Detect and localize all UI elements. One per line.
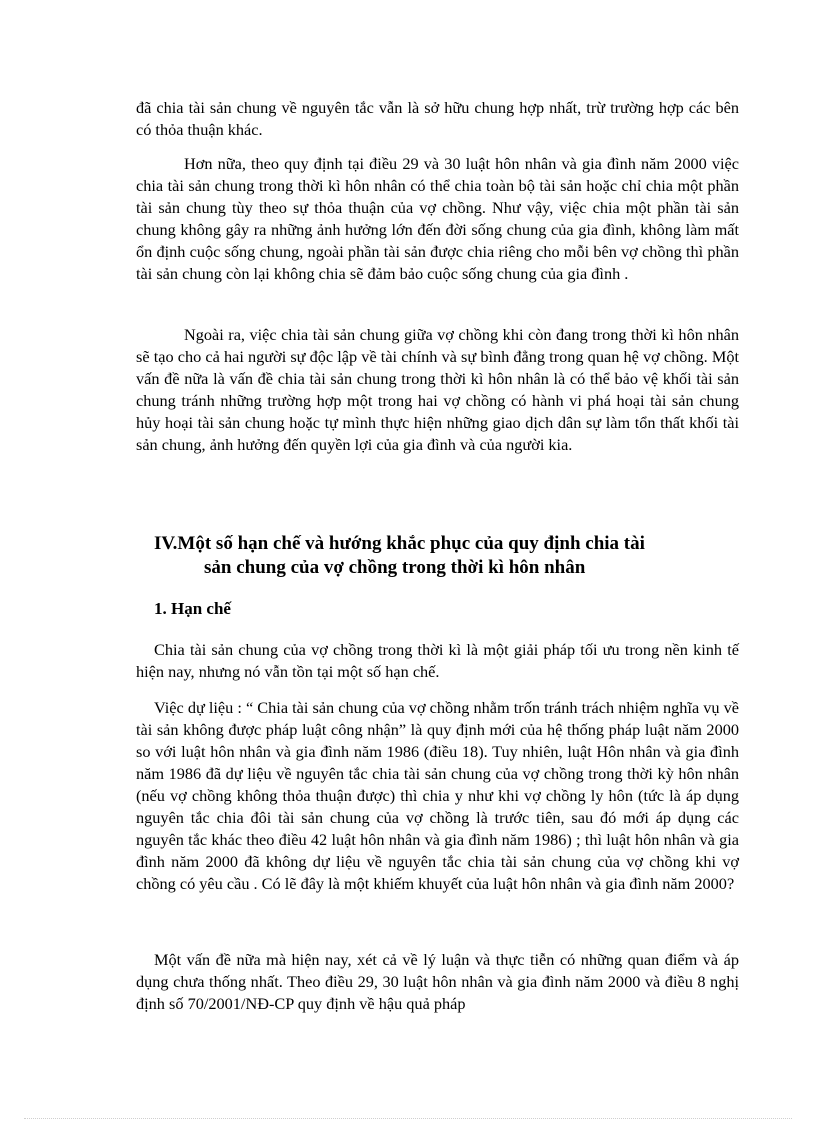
section-heading-line-2: sản chung của vợ chồng trong thời kì hôn nhân — [204, 557, 586, 578]
paragraph-2: Hơn nữa, theo quy định tại điều 29 và 30 luật hôn nhân và gia đình năm 2000 việc chia tài sản chung trong thời kì hôn nhân có thể chia toàn bộ tài sản hoặc chỉ chia một phần tài sản chung tùy theo sự thỏa thuận của vợ chồng. Như vậy, việc chia một phần tài sản chung không gây ra những ảnh hưởng lớn đến đời sống chung của gia đình, không làm mất ổn định cuộc sống chung, ngoài phần tài sản được chia riêng cho mỗi bên vợ chồng thì phần tài sản chung còn lại không chia sẽ đảm bảo cuộc sống chung của gia đình . — [136, 154, 739, 283]
paragraph-4: Chia tài sản chung của vợ chồng trong thời kì là một giải pháp tối ưu trong nền kinh tế hiện nay, nhưng nó vẫn tồn tại một số hạn chế. — [136, 640, 739, 681]
paragraph-5: Việc dự liệu : “ Chia tài sản chung của vợ chồng nhằm trốn tránh trách nhiệm nghĩa vụ về tài sản không được pháp luật công nhận” là quy định mới của hệ thống pháp luật năm 2000 so với luật hôn nhân và gia đình năm 1986 (điều 18). Tuy nhiên, luật Hôn nhân và gia đình năm 1986 đã dự liệu về nguyên tắc chia tài sản chung của vợ chồng trong thời kỳ hôn nhân (nếu vợ chồng không thỏa thuận được) thì chia y như khi vợ chồng ly hôn (tức là áp dụng nguyên tắc chia đôi tài sản chung của vợ chồng là trước tiên, sau đó mới áp dụng các nguyên tắc khác theo điều 42 luật hôn nhân và gia đình năm 1986) ; thì luật hôn nhân và gia đình năm 2000 đã không dự liệu về nguyên tắc chia tài sản chung của vợ chồng khi vợ chồng có yêu cầu . Có lẽ đây là một khiếm khuyết của luật hôn nhân và gia đình năm 2000? — [136, 698, 739, 893]
subheading-han-che: 1. Hạn chế — [154, 599, 231, 618]
paragraph-3: Ngoài ra, việc chia tài sản chung giữa vợ chồng khi còn đang trong thời kì hôn nhân sẽ tạo cho cả hai người sự độc lập về tài chính và sự bình đẳng trong quan hệ vợ chồng. Một vấn đề nữa là vấn đề chia tài sản chung trong thời kì hôn nhân là có thể bảo vệ khối tài sản chung tránh những trường hợp một trong hai vợ chồng có hành vi phá hoại tài sản chung hủy hoại tài sản chung hoặc tự mình thực hiện những giao dịch dân sự làm tổn thất khối tài sản chung, ảnh hưởng đến quyền lợi của gia đình và của người kia. — [136, 325, 739, 454]
paragraph-1: đã chia tài sản chung về nguyên tắc vẫn là sở hữu chung hợp nhất, trừ trường hợp các bên có thỏa thuận khác. — [136, 98, 739, 139]
section-heading — [154, 532, 754, 580]
page-bottom-rule — [24, 1118, 792, 1119]
section-heading-line-1: IV.Một số hạn chế và hướng khắc phục của quy định chia tài — [154, 533, 645, 554]
paragraph-6: Một vấn đề nữa mà hiện nay, xét cả về lý luận và thực tiễn có những quan điểm và áp dụng chưa thống nhất. Theo điều 29, 30 luật hôn nhân và gia đình năm 2000 và điều 8 nghị định số 70/2001/NĐ-CP quy định về hậu quả pháp — [136, 950, 739, 1013]
